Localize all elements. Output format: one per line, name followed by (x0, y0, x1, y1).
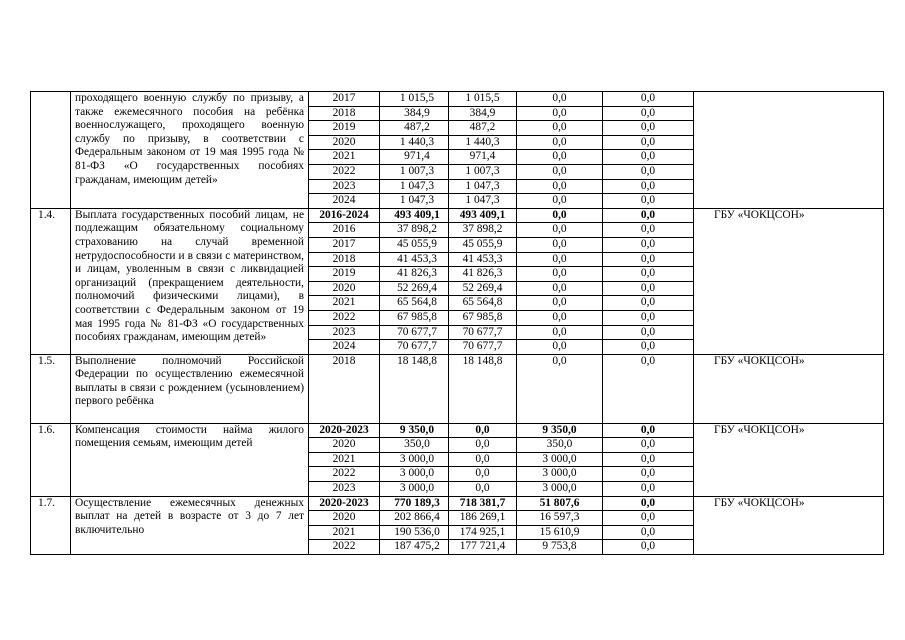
total-cell: 70 677,7 (380, 340, 449, 355)
local-budget-cell: 0,0 (603, 194, 694, 209)
total-cell: 1 047,3 (380, 194, 449, 209)
local-budget-cell: 0,0 (603, 482, 694, 497)
federal-budget-cell: 493 409,1 (449, 208, 517, 223)
table-row (31, 423, 884, 438)
local-budget-cell: 0,0 (603, 540, 694, 555)
regional-budget-cell: 15 610,9 (517, 525, 603, 540)
regional-budget-cell: 0,0 (517, 325, 603, 340)
responsible-executor: ГБУ «ЧОКЦСОН» (694, 423, 884, 496)
item-description: Осуществление ежемесячных денежных выплат на детей в возрасте от 3 до 7 лет включительно (71, 496, 309, 554)
local-budget-cell: 0,0 (603, 281, 694, 296)
year-cell: 2022 (309, 310, 380, 325)
year-cell: 2020 (309, 511, 380, 526)
local-budget-cell: 0,0 (603, 135, 694, 150)
regional-budget-cell: 0,0 (517, 92, 603, 107)
federal-budget-cell: 0,0 (449, 482, 517, 497)
total-cell: 1 047,3 (380, 179, 449, 194)
regional-budget-cell: 0,0 (517, 135, 603, 150)
local-budget-cell: 0,0 (603, 467, 694, 482)
local-budget-cell: 0,0 (603, 354, 694, 423)
total-cell: 70 677,7 (380, 325, 449, 340)
total-cell: 41 826,3 (380, 267, 449, 282)
item-number: 1.6. (31, 423, 71, 496)
federal-budget-cell: 41 826,3 (449, 267, 517, 282)
local-budget-cell: 0,0 (603, 121, 694, 136)
item-description: Выполнение полномочий Российской Федерации по осуществлению ежемесячной выплаты в связи с рождением (усыновлением) первого ребёнка (71, 354, 309, 423)
year-cell: 2023 (309, 482, 380, 497)
year-cell: 2016 (309, 223, 380, 238)
total-cell: 3 000,0 (380, 452, 449, 467)
regional-budget-cell: 9 350,0 (517, 423, 603, 438)
total-cell: 3 000,0 (380, 482, 449, 497)
year-cell: 2018 (309, 354, 380, 423)
regional-budget-cell: 0,0 (517, 150, 603, 165)
item-number: 1.5. (31, 354, 71, 423)
year-cell: 2023 (309, 325, 380, 340)
year-cell: 2020 (309, 438, 380, 453)
regional-budget-cell: 0,0 (517, 194, 603, 209)
local-budget-cell: 0,0 (603, 208, 694, 223)
item-description: Компенсация стоимости найма жилого помещения семьям, имеющим детей (71, 423, 309, 496)
regional-budget-cell: 3 000,0 (517, 467, 603, 482)
total-cell: 52 269,4 (380, 281, 449, 296)
federal-budget-cell: 65 564,8 (449, 296, 517, 311)
regional-budget-cell: 0,0 (517, 340, 603, 355)
local-budget-cell: 0,0 (603, 252, 694, 267)
local-budget-cell: 0,0 (603, 496, 694, 511)
total-cell: 18 148,8 (380, 354, 449, 423)
year-cell: 2016-2024 (309, 208, 380, 223)
year-cell: 2020-2023 (309, 496, 380, 511)
local-budget-cell: 0,0 (603, 452, 694, 467)
local-budget-cell: 0,0 (603, 525, 694, 540)
regional-budget-cell: 0,0 (517, 164, 603, 179)
responsible-executor: ГБУ «ЧОКЦСОН» (694, 208, 884, 354)
responsible-executor: ГБУ «ЧОКЦСОН» (694, 496, 884, 554)
federal-budget-cell: 1 047,3 (449, 179, 517, 194)
regional-budget-cell: 350,0 (517, 438, 603, 453)
total-cell: 9 350,0 (380, 423, 449, 438)
federal-budget-cell: 177 721,4 (449, 540, 517, 555)
federal-budget-cell: 67 985,8 (449, 310, 517, 325)
federal-budget-cell: 487,2 (449, 121, 517, 136)
regional-budget-cell: 0,0 (517, 121, 603, 136)
item-number: 1.4. (31, 208, 71, 354)
federal-budget-cell: 70 677,7 (449, 325, 517, 340)
total-cell: 1 007,3 (380, 164, 449, 179)
local-budget-cell: 0,0 (603, 325, 694, 340)
regional-budget-cell: 0,0 (517, 208, 603, 223)
regional-budget-cell: 0,0 (517, 281, 603, 296)
table-row (31, 208, 884, 223)
federal-budget-cell: 718 381,7 (449, 496, 517, 511)
federal-budget-cell: 70 677,7 (449, 340, 517, 355)
year-cell: 2021 (309, 452, 380, 467)
regional-budget-cell: 0,0 (517, 267, 603, 282)
regional-budget-cell: 51 807,6 (517, 496, 603, 511)
local-budget-cell: 0,0 (603, 511, 694, 526)
total-cell: 67 985,8 (380, 310, 449, 325)
year-cell: 2021 (309, 150, 380, 165)
table-row (31, 496, 884, 511)
item-description: Выплата государственных пособий лицам, не подлежащим обязательному социальному страхованию на случай временной нетрудоспособности и в связи с материнством, и лицам, уволенным в связи с ликвидацией организаций (прекращением деятельности, полномочий физическими лицами), в соответствии с Федеральным законом от 19 мая 1995 года № 81-ФЗ «О государственных пособиях гражданам, имеющим детей» (71, 208, 309, 354)
local-budget-cell: 0,0 (603, 340, 694, 355)
federal-budget-cell: 0,0 (449, 452, 517, 467)
federal-budget-cell: 1 015,5 (449, 92, 517, 107)
federal-budget-cell: 0,0 (449, 438, 517, 453)
year-cell: 2023 (309, 179, 380, 194)
total-cell: 493 409,1 (380, 208, 449, 223)
responsible-executor (694, 92, 884, 209)
program-table (30, 91, 884, 555)
local-budget-cell: 0,0 (603, 438, 694, 453)
regional-budget-cell: 0,0 (517, 310, 603, 325)
federal-budget-cell: 18 148,8 (449, 354, 517, 423)
total-cell: 1 440,3 (380, 135, 449, 150)
local-budget-cell: 0,0 (603, 179, 694, 194)
total-cell: 1 015,5 (380, 92, 449, 107)
federal-budget-cell: 37 898,2 (449, 223, 517, 238)
total-cell: 770 189,3 (380, 496, 449, 511)
regional-budget-cell: 0,0 (517, 223, 603, 238)
year-cell: 2017 (309, 92, 380, 107)
year-cell: 2017 (309, 237, 380, 252)
federal-budget-cell: 186 269,1 (449, 511, 517, 526)
regional-budget-cell: 0,0 (517, 296, 603, 311)
total-cell: 37 898,2 (380, 223, 449, 238)
total-cell: 187 475,2 (380, 540, 449, 555)
federal-budget-cell: 52 269,4 (449, 281, 517, 296)
regional-budget-cell: 0,0 (517, 179, 603, 194)
local-budget-cell: 0,0 (603, 310, 694, 325)
federal-budget-cell: 1 047,3 (449, 194, 517, 209)
local-budget-cell: 0,0 (603, 92, 694, 107)
local-budget-cell: 0,0 (603, 150, 694, 165)
year-cell: 2020 (309, 281, 380, 296)
federal-budget-cell: 384,9 (449, 106, 517, 121)
federal-budget-cell: 45 055,9 (449, 237, 517, 252)
total-cell: 350,0 (380, 438, 449, 453)
local-budget-cell: 0,0 (603, 106, 694, 121)
federal-budget-cell: 41 453,3 (449, 252, 517, 267)
year-cell: 2022 (309, 164, 380, 179)
local-budget-cell: 0,0 (603, 267, 694, 282)
federal-budget-cell: 174 925,1 (449, 525, 517, 540)
item-number (31, 92, 71, 209)
table-row (31, 92, 884, 107)
item-number: 1.7. (31, 496, 71, 554)
total-cell: 202 866,4 (380, 511, 449, 526)
regional-budget-cell: 0,0 (517, 354, 603, 423)
regional-budget-cell: 0,0 (517, 252, 603, 267)
federal-budget-cell: 1 440,3 (449, 135, 517, 150)
year-cell: 2018 (309, 252, 380, 267)
program-table-page (30, 91, 883, 601)
total-cell: 45 055,9 (380, 237, 449, 252)
item-description: проходящего военную службу по призыву, а также ежемесячного пособия на ребёнка военнослужащего, проходящего военную службу по призыву, в соответствии с Федеральным законом от 19 мая 1995 года № 81-ФЗ «О государственных пособиях гражданам, имеющим детей» (71, 92, 309, 209)
total-cell: 65 564,8 (380, 296, 449, 311)
federal-budget-cell: 1 007,3 (449, 164, 517, 179)
regional-budget-cell: 3 000,0 (517, 482, 603, 497)
year-cell: 2020-2023 (309, 423, 380, 438)
total-cell: 41 453,3 (380, 252, 449, 267)
total-cell: 3 000,0 (380, 467, 449, 482)
regional-budget-cell: 9 753,8 (517, 540, 603, 555)
year-cell: 2018 (309, 106, 380, 121)
year-cell: 2020 (309, 135, 380, 150)
year-cell: 2021 (309, 525, 380, 540)
year-cell: 2022 (309, 467, 380, 482)
total-cell: 384,9 (380, 106, 449, 121)
local-budget-cell: 0,0 (603, 223, 694, 238)
total-cell: 971,4 (380, 150, 449, 165)
year-cell: 2019 (309, 267, 380, 282)
total-cell: 487,2 (380, 121, 449, 136)
regional-budget-cell: 16 597,3 (517, 511, 603, 526)
regional-budget-cell: 0,0 (517, 106, 603, 121)
year-cell: 2024 (309, 340, 380, 355)
year-cell: 2019 (309, 121, 380, 136)
local-budget-cell: 0,0 (603, 423, 694, 438)
year-cell: 2024 (309, 194, 380, 209)
local-budget-cell: 0,0 (603, 237, 694, 252)
local-budget-cell: 0,0 (603, 164, 694, 179)
responsible-executor: ГБУ «ЧОКЦСОН» (694, 354, 884, 423)
local-budget-cell: 0,0 (603, 296, 694, 311)
regional-budget-cell: 3 000,0 (517, 452, 603, 467)
regional-budget-cell: 0,0 (517, 237, 603, 252)
federal-budget-cell: 0,0 (449, 423, 517, 438)
table-row (31, 354, 884, 423)
federal-budget-cell: 0,0 (449, 467, 517, 482)
year-cell: 2021 (309, 296, 380, 311)
total-cell: 190 536,0 (380, 525, 449, 540)
year-cell: 2022 (309, 540, 380, 555)
federal-budget-cell: 971,4 (449, 150, 517, 165)
